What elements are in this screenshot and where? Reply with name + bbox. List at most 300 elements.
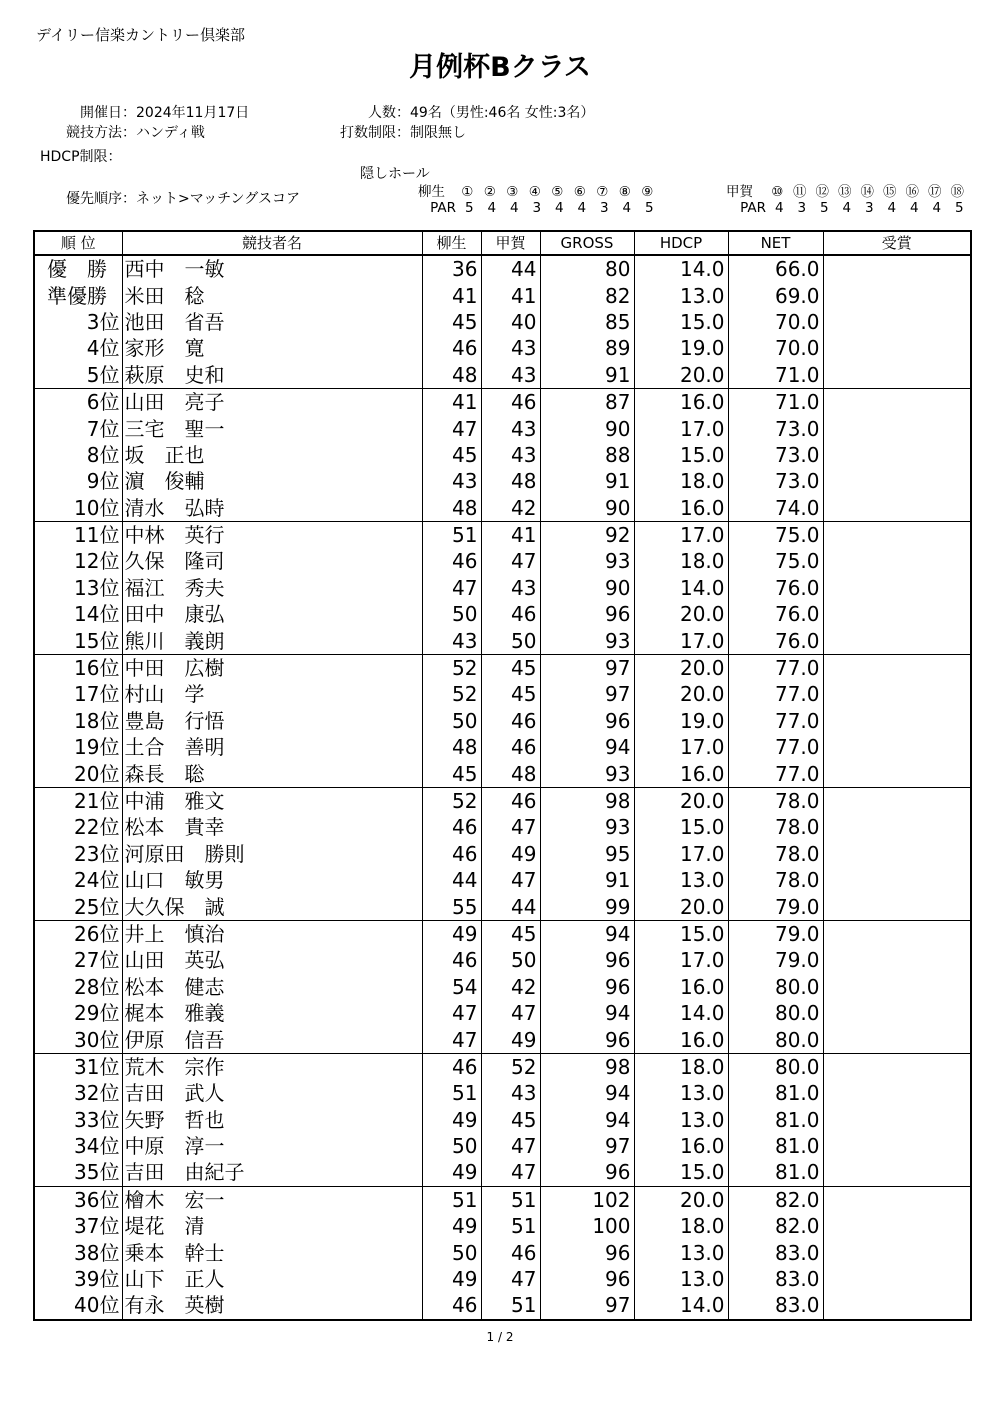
net-score: 77.0 [728, 654, 823, 681]
gross-score: 91 [540, 867, 634, 893]
hdcp-value: 17.0 [634, 415, 728, 441]
table-row [34, 309, 971, 335]
gross-score: 90 [540, 495, 634, 522]
out-score: 46 [422, 841, 481, 867]
player-name: 吉田 由紀子 [122, 1159, 422, 1186]
hdcp-value: 20.0 [634, 1186, 728, 1213]
award-cell [823, 415, 971, 441]
table-row [34, 841, 971, 867]
table-row [34, 415, 971, 441]
net-score: 76.0 [728, 575, 823, 601]
header-net: NET [728, 231, 823, 255]
award-cell [823, 681, 971, 707]
player-name: 清水 弘時 [122, 495, 422, 522]
net-score: 73.0 [728, 468, 823, 494]
in-score: 47 [481, 1266, 540, 1292]
in-score: 45 [481, 920, 540, 947]
net-score: 80.0 [728, 1053, 823, 1080]
out-score: 36 [422, 255, 481, 282]
player-name: 山田 英弘 [122, 947, 422, 973]
in-score: 49 [481, 1026, 540, 1053]
priority-line [40, 188, 300, 208]
player-name: 檜木 宏一 [122, 1186, 422, 1213]
out-score: 43 [422, 627, 481, 654]
gross-score: 97 [540, 681, 634, 707]
gross-score: 97 [540, 1133, 634, 1159]
hdcp-value: 16.0 [634, 1026, 728, 1053]
hidden-hole-number: ⑫ [815, 184, 829, 200]
net-score: 83.0 [728, 1239, 823, 1265]
player-name: 米田 稔 [122, 282, 422, 308]
table-row [34, 362, 971, 389]
table-row [34, 760, 971, 787]
in-score: 51 [481, 1292, 540, 1319]
gross-score: 100 [540, 1213, 634, 1239]
table-row [34, 601, 971, 627]
hdcp-value: 13.0 [634, 1107, 728, 1133]
award-cell [823, 627, 971, 654]
hdcp-value: 17.0 [634, 627, 728, 654]
out-score: 49 [422, 920, 481, 947]
net-score: 82.0 [728, 1186, 823, 1213]
player-name: 梶本 雅義 [122, 1000, 422, 1026]
out-score: 45 [422, 309, 481, 335]
hdcp-value: 20.0 [634, 681, 728, 707]
gross-score: 98 [540, 1053, 634, 1080]
rank-cell: 16位 [34, 654, 122, 681]
hidden-hole-par: 5 [819, 200, 829, 216]
table-row [34, 920, 971, 947]
table-row [34, 335, 971, 361]
hdcp-value: 15.0 [634, 1159, 728, 1186]
net-score: 81.0 [728, 1107, 823, 1133]
player-name: 熊川 義朗 [122, 627, 422, 654]
gross-score: 102 [540, 1186, 634, 1213]
gross-score: 96 [540, 974, 634, 1000]
in-score: 46 [481, 1239, 540, 1265]
table-row [34, 575, 971, 601]
table-row [34, 1133, 971, 1159]
hidden-hole-number: ⑮ [883, 184, 897, 200]
in-score: 49 [481, 841, 540, 867]
rank-cell: 28位 [34, 974, 122, 1000]
table-row [34, 282, 971, 308]
hidden-hole-number: ② [483, 184, 496, 200]
method-value: ハンディ戦 [136, 125, 205, 141]
in-score: 50 [481, 947, 540, 973]
hidden-hole-par: 3 [599, 200, 609, 216]
priority-value: ネット>マッチングスコア [136, 191, 301, 207]
hdcp-value: 17.0 [634, 947, 728, 973]
hidden-hole-par: 5 [464, 200, 474, 216]
table-row [34, 627, 971, 654]
hdcp-value: 14.0 [634, 1000, 728, 1026]
rank-cell: 7位 [34, 415, 122, 441]
gross-score: 92 [540, 521, 634, 548]
award-cell [823, 654, 971, 681]
in-score: 44 [481, 255, 540, 282]
gross-score: 80 [540, 255, 634, 282]
hdcp-value: 13.0 [634, 1266, 728, 1292]
in-score: 43 [481, 442, 540, 468]
gross-score: 90 [540, 575, 634, 601]
award-cell [823, 388, 971, 415]
table-row [34, 867, 971, 893]
award-cell [823, 575, 971, 601]
out-score: 46 [422, 814, 481, 840]
award-cell [823, 947, 971, 973]
gross-score: 99 [540, 893, 634, 920]
out-par-label: PAR [430, 200, 456, 216]
player-name: 西中 一敏 [122, 255, 422, 282]
net-score: 77.0 [728, 760, 823, 787]
hidden-hole-par: 4 [577, 200, 587, 216]
rank-cell: 15位 [34, 627, 122, 654]
net-score: 79.0 [728, 920, 823, 947]
table-row [34, 708, 971, 734]
hdcp-value: 17.0 [634, 734, 728, 760]
net-score: 70.0 [728, 335, 823, 361]
hdcp-value: 18.0 [634, 468, 728, 494]
in-score: 46 [481, 734, 540, 760]
rank-cell: 27位 [34, 947, 122, 973]
net-score: 76.0 [728, 601, 823, 627]
players-label: 人数： [368, 105, 410, 121]
gross-score: 93 [540, 814, 634, 840]
net-score: 75.0 [728, 521, 823, 548]
award-cell [823, 893, 971, 920]
hdcp-value: 15.0 [634, 814, 728, 840]
page-title: 月例杯Bクラス [409, 52, 591, 83]
table-row [34, 974, 971, 1000]
award-cell [823, 495, 971, 522]
hdcp-value: 16.0 [634, 974, 728, 1000]
table-row [34, 1159, 971, 1186]
gross-score: 90 [540, 415, 634, 441]
hdcp-value: 20.0 [634, 787, 728, 814]
gross-score: 91 [540, 362, 634, 389]
in-score: 47 [481, 814, 540, 840]
strokes-value: 制限無し [410, 125, 466, 141]
player-name: 中林 英行 [122, 521, 422, 548]
out-score: 46 [422, 335, 481, 361]
out-score: 50 [422, 601, 481, 627]
rank-cell: 39位 [34, 1266, 122, 1292]
out-score: 55 [422, 893, 481, 920]
rank-cell: 33位 [34, 1107, 122, 1133]
award-cell [823, 1186, 971, 1213]
hdcp-value: 14.0 [634, 1292, 728, 1319]
gross-score: 96 [540, 1266, 634, 1292]
player-name: 久保 隆司 [122, 548, 422, 574]
priority-label: 優先順序： [66, 191, 136, 207]
hdcp-value: 15.0 [634, 442, 728, 468]
hdcp-value: 20.0 [634, 601, 728, 627]
hidden-hole-number: ⑪ [793, 184, 807, 200]
in-score: 42 [481, 495, 540, 522]
rank-cell: 38位 [34, 1239, 122, 1265]
hidden-hole-number: ⑤ [551, 184, 564, 200]
header-hdcp: HDCP [634, 231, 728, 255]
hidden-hole-par: 4 [932, 200, 942, 216]
out-score: 48 [422, 495, 481, 522]
award-cell [823, 974, 971, 1000]
table-row [34, 548, 971, 574]
player-name: 河原田 勝則 [122, 841, 422, 867]
gross-score: 85 [540, 309, 634, 335]
rank-cell: 5位 [34, 362, 122, 389]
table-row [34, 255, 971, 282]
rank-cell: 37位 [34, 1213, 122, 1239]
hdcp-value: 16.0 [634, 495, 728, 522]
hidden-hole-number: ⑰ [928, 184, 942, 200]
out-score: 52 [422, 681, 481, 707]
hidden-hole-par: 4 [842, 200, 852, 216]
hidden-hole-par: 3 [864, 200, 874, 216]
net-score: 78.0 [728, 814, 823, 840]
in-score: 46 [481, 708, 540, 734]
award-cell [823, 1133, 971, 1159]
hidden-hole-number: ⑬ [838, 184, 852, 200]
award-cell [823, 734, 971, 760]
player-name: 大久保 誠 [122, 893, 422, 920]
out-score: 50 [422, 1133, 481, 1159]
page-number: 1 / 2 [486, 1330, 514, 1344]
date-label: 開催日： [80, 105, 136, 121]
hidden-hole-par: 4 [487, 200, 497, 216]
gross-score: 89 [540, 335, 634, 361]
net-score: 78.0 [728, 787, 823, 814]
gross-score: 94 [540, 1080, 634, 1106]
in-score: 46 [481, 787, 540, 814]
rank-cell: 25位 [34, 893, 122, 920]
in-score: 48 [481, 760, 540, 787]
award-cell [823, 867, 971, 893]
gross-score: 94 [540, 920, 634, 947]
in-score: 43 [481, 1080, 540, 1106]
rank-cell: 11位 [34, 521, 122, 548]
award-cell [823, 1292, 971, 1319]
rank-cell: 9位 [34, 468, 122, 494]
net-score: 71.0 [728, 362, 823, 389]
out-score: 46 [422, 947, 481, 973]
player-name: 三宅 聖一 [122, 415, 422, 441]
award-cell [823, 468, 971, 494]
hdcp-value: 13.0 [634, 282, 728, 308]
award-cell [823, 814, 971, 840]
net-score: 78.0 [728, 841, 823, 867]
gross-score: 94 [540, 1000, 634, 1026]
out-score: 52 [422, 654, 481, 681]
table-row [34, 1053, 971, 1080]
net-score: 79.0 [728, 947, 823, 973]
hidden-hole-number: ⑦ [596, 184, 609, 200]
award-cell [823, 442, 971, 468]
in-score: 46 [481, 601, 540, 627]
table-row [34, 1000, 971, 1026]
hidden-hole-number: ① [461, 184, 474, 200]
gross-score: 82 [540, 282, 634, 308]
header-award: 受賞 [823, 231, 971, 255]
in-score: 41 [481, 521, 540, 548]
award-cell [823, 335, 971, 361]
out-score: 49 [422, 1159, 481, 1186]
header-gross: GROSS [540, 231, 634, 255]
table-row [34, 1186, 971, 1213]
out-score: 46 [422, 1292, 481, 1319]
net-score: 74.0 [728, 495, 823, 522]
table-row [34, 1266, 971, 1292]
rank-cell: 20位 [34, 760, 122, 787]
net-score: 71.0 [728, 388, 823, 415]
table-row [34, 495, 971, 522]
rank-cell: 17位 [34, 681, 122, 707]
net-score: 81.0 [728, 1133, 823, 1159]
table-header [34, 231, 971, 255]
rank-cell: 23位 [34, 841, 122, 867]
net-score: 80.0 [728, 974, 823, 1000]
out-score: 47 [422, 1026, 481, 1053]
hidden-hole-number: ⑧ [618, 184, 631, 200]
net-score: 73.0 [728, 415, 823, 441]
rank-cell: 18位 [34, 708, 122, 734]
in-score: 47 [481, 1000, 540, 1026]
hdcp-value: 13.0 [634, 867, 728, 893]
award-cell [823, 760, 971, 787]
player-name: 松本 健志 [122, 974, 422, 1000]
table-row [34, 681, 971, 707]
gross-score: 91 [540, 468, 634, 494]
in-score: 42 [481, 974, 540, 1000]
player-name: 荒木 宗作 [122, 1053, 422, 1080]
hdcp-value: 18.0 [634, 1053, 728, 1080]
gross-score: 97 [540, 1292, 634, 1319]
player-name: 濵 俊輔 [122, 468, 422, 494]
award-cell [823, 1239, 971, 1265]
player-name: 矢野 哲也 [122, 1107, 422, 1133]
in-score: 50 [481, 627, 540, 654]
net-score: 66.0 [728, 255, 823, 282]
out-score: 49 [422, 1213, 481, 1239]
player-name: 家形 寛 [122, 335, 422, 361]
award-cell [823, 255, 971, 282]
hdcp-value: 15.0 [634, 309, 728, 335]
hidden-hole-number: ⑭ [860, 184, 874, 200]
method-line [40, 122, 205, 142]
out-score: 54 [422, 974, 481, 1000]
hdcp-value: 16.0 [634, 1133, 728, 1159]
hdcp-value: 13.0 [634, 1080, 728, 1106]
out-score: 41 [422, 388, 481, 415]
gross-score: 93 [540, 760, 634, 787]
out-score: 47 [422, 415, 481, 441]
rank-cell: 14位 [34, 601, 122, 627]
out-score: 52 [422, 787, 481, 814]
out-score: 41 [422, 282, 481, 308]
hidden-hole-number: ③ [506, 184, 519, 200]
out-score: 48 [422, 362, 481, 389]
out-score: 46 [422, 548, 481, 574]
in-score: 45 [481, 1107, 540, 1133]
net-score: 78.0 [728, 867, 823, 893]
player-name: 山口 敏男 [122, 867, 422, 893]
rank-cell: 準優勝 [34, 282, 122, 308]
hidden-hole-par: 4 [554, 200, 564, 216]
in-score: 44 [481, 893, 540, 920]
gross-score: 98 [540, 787, 634, 814]
hidden-hole-par: 5 [954, 200, 964, 216]
out-score: 44 [422, 867, 481, 893]
table-row [34, 1292, 971, 1319]
player-name: 土合 善明 [122, 734, 422, 760]
in-score: 47 [481, 548, 540, 574]
gross-score: 97 [540, 654, 634, 681]
in-score: 43 [481, 415, 540, 441]
hidden-hole-number: ⑩ [771, 184, 784, 200]
out-score: 49 [422, 1266, 481, 1292]
table-row [34, 1080, 971, 1106]
out-score: 47 [422, 1000, 481, 1026]
out-holes-row [418, 180, 659, 200]
rank-cell: 40位 [34, 1292, 122, 1319]
rank-cell: 6位 [34, 388, 122, 415]
rank-cell: 24位 [34, 867, 122, 893]
hidden-hole-par: 4 [509, 200, 519, 216]
out-score: 49 [422, 1107, 481, 1133]
gross-score: 94 [540, 1107, 634, 1133]
rank-cell: 35位 [34, 1159, 122, 1186]
rank-cell: 3位 [34, 309, 122, 335]
out-score: 45 [422, 760, 481, 787]
header-in: 甲賀 [481, 231, 540, 255]
in-score: 51 [481, 1186, 540, 1213]
in-score: 43 [481, 335, 540, 361]
player-name: 山田 亮子 [122, 388, 422, 415]
out-score: 51 [422, 1186, 481, 1213]
rank-cell: 優 勝 [34, 255, 122, 282]
hidden-hole-par: 4 [774, 200, 784, 216]
in-par-label: PAR [740, 200, 766, 216]
header-out: 柳生 [422, 231, 481, 255]
rank-cell: 12位 [34, 548, 122, 574]
in-par-row [726, 200, 971, 216]
net-score: 82.0 [728, 1213, 823, 1239]
hidden-hole-par: 3 [797, 200, 807, 216]
gross-score: 88 [540, 442, 634, 468]
hidden-hole-number: ⑨ [641, 184, 654, 200]
table-row [34, 1107, 971, 1133]
gross-score: 95 [540, 841, 634, 867]
out-score: 46 [422, 1053, 481, 1080]
hdcp-value: 18.0 [634, 548, 728, 574]
club-name: デイリー信楽カントリー倶楽部 [36, 26, 245, 44]
hdcp-value: 19.0 [634, 708, 728, 734]
hdcp-value: 20.0 [634, 654, 728, 681]
rank-cell: 8位 [34, 442, 122, 468]
player-name: 豊島 行悟 [122, 708, 422, 734]
in-score: 43 [481, 575, 540, 601]
award-cell [823, 920, 971, 947]
gross-score: 87 [540, 388, 634, 415]
hidden-hole-par: 5 [644, 200, 654, 216]
award-cell [823, 1080, 971, 1106]
rank-cell: 36位 [34, 1186, 122, 1213]
table-row [34, 947, 971, 973]
hidden-hole-number: ⑱ [950, 184, 964, 200]
hdcp-value: 19.0 [634, 335, 728, 361]
net-score: 81.0 [728, 1080, 823, 1106]
net-score: 79.0 [728, 893, 823, 920]
